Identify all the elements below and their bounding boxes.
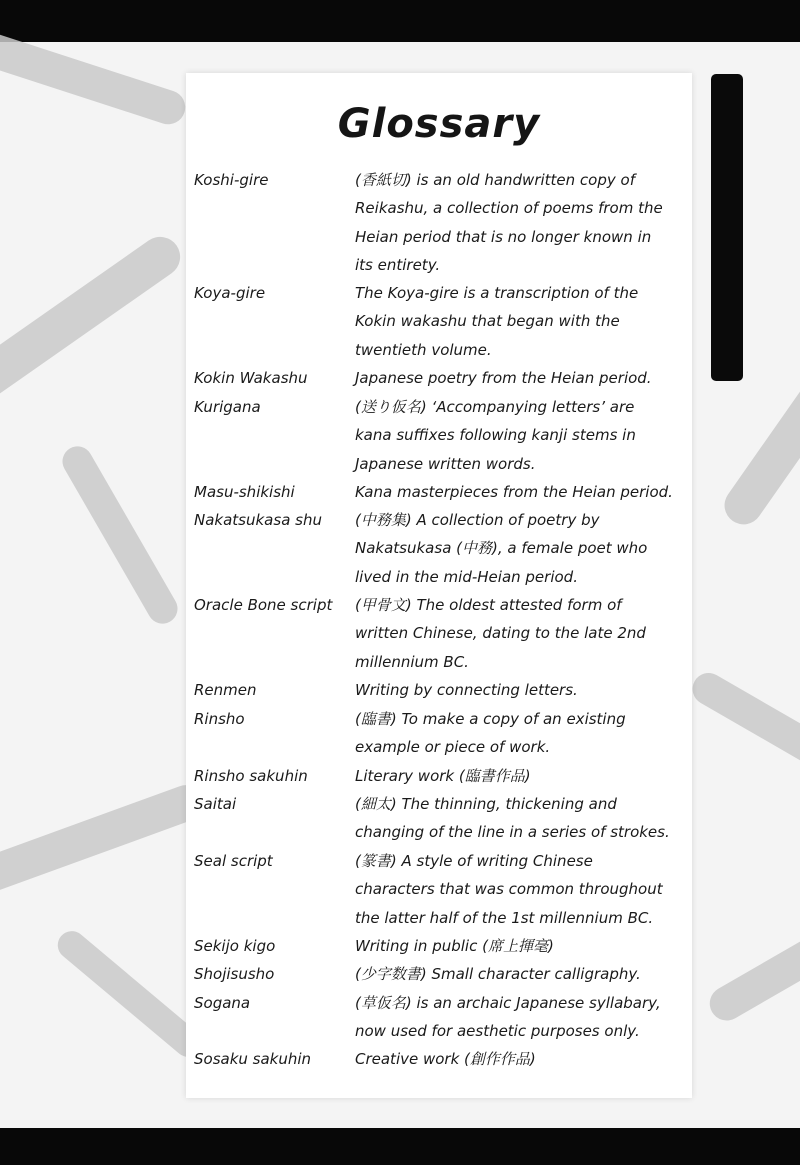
definition-line: Writing by connecting letters. [355, 681, 578, 699]
definition-line: characters that was common throughout [355, 880, 663, 899]
glossary-term: Sosaku sakuhin [194, 1050, 312, 1068]
glossary-definition [355, 790, 695, 847]
glossary-term: Koya-gire [194, 284, 266, 302]
glossary-definition [355, 705, 695, 762]
glossary-term: Shojisusho [194, 965, 275, 983]
top-black-bar [0, 0, 800, 42]
glossary-definition [355, 393, 695, 478]
glossary-definition [355, 478, 695, 506]
glossary-definition [355, 762, 695, 790]
definition-line: now used for aesthetic purposes only. [355, 1022, 640, 1041]
definition-line: Nakatsukasa (中務), a female poet who [355, 539, 648, 558]
side-tab [711, 74, 743, 381]
definition-line: lived in the mid-Heian period. [355, 567, 578, 586]
definition-line: Reikashu, a collection of poems from the [355, 199, 663, 218]
glossary-definition [355, 676, 695, 704]
brush-stroke [52, 925, 208, 1062]
brush-stroke [0, 229, 188, 411]
definition-line: (篆書) A style of writing Chinese [355, 852, 593, 870]
glossary-definition [355, 847, 695, 932]
definition-line: Kana masterpieces from the Heian period. [355, 483, 673, 501]
glossary-term: Kokin Wakashu [194, 369, 308, 387]
brush-stroke [0, 780, 209, 896]
definition-line: (香紙切) is an old handwritten copy of [355, 171, 635, 189]
glossary-term: Nakatsukasa shu [194, 511, 322, 529]
definition-line: (甲骨文) The oldest attested form of [355, 596, 622, 614]
definition-line: (草仮名) is an archaic Japanese syllabary, [355, 994, 661, 1012]
glossary-definition [355, 989, 695, 1046]
definition-line: Creative work (創作作品) [355, 1050, 536, 1068]
glossary-term: Rinsho sakuhin [194, 767, 308, 785]
definition-line: the latter half of the 1st millennium BC. [355, 908, 654, 927]
definition-line: The Koya-gire is a transcription of the [355, 284, 639, 302]
definition-line: Literary work (臨書作品) [355, 767, 531, 785]
definition-line: (送り仮名) ‘Accompanying letters’ are [355, 398, 635, 416]
definition-line: millennium BC. [355, 652, 469, 671]
bottom-black-bar [0, 1128, 800, 1165]
glossary-term: Sekijo kigo [194, 937, 276, 955]
glossary-definition [355, 960, 695, 988]
brush-stroke [57, 441, 183, 629]
glossary-term: Kurigana [194, 398, 261, 416]
definition-line: written Chinese, dating to the late 2nd [355, 624, 646, 643]
definition-line: (少字数書) Small character calligraphy. [355, 965, 641, 983]
glossary-term: Sogana [194, 994, 251, 1012]
glossary-definition [355, 279, 695, 364]
definition-line: (中務集) A collection of poetry by [355, 511, 600, 529]
definition-line: Kokin wakashu that began with the [355, 312, 620, 331]
definition-line: changing of the line in a series of strokes. [355, 823, 670, 842]
definition-line: example or piece of work. [355, 738, 551, 757]
brush-stroke [687, 667, 800, 805]
definition-line: Japanese written words. [355, 454, 536, 473]
glossary-definition [355, 506, 695, 591]
glossary-panel [186, 73, 692, 1098]
definition-line: (細太) The thinning, thickening and [355, 795, 617, 813]
definition-line: (臨書) To make a copy of an existing [355, 710, 626, 728]
glossary-term: Renmen [194, 681, 257, 699]
definition-line: Japanese poetry from the Heian period. [355, 369, 652, 387]
glossary-term: Masu-shikishi [194, 483, 295, 501]
glossary-term: Seal script [194, 852, 273, 870]
page-title: Glossary [337, 101, 541, 147]
glossary-definition [355, 591, 695, 676]
glossary-definition [355, 1045, 695, 1073]
glossary-term: Oracle Bone script [194, 596, 333, 614]
glossary-definition [355, 166, 695, 280]
glossary-term: Rinsho [194, 710, 245, 728]
definition-line: kana suffixes following kanji stems in [355, 426, 636, 445]
glossary-term: Koshi-gire [194, 171, 269, 189]
glossary-definition [355, 932, 695, 960]
brush-stroke [704, 907, 800, 1026]
definition-line: twentieth volume. [355, 340, 492, 359]
glossary-definition [355, 364, 695, 392]
definition-line: its entirety. [355, 256, 441, 275]
definition-line: Heian period that is no longer known in [355, 227, 652, 246]
glossary-term: Saitai [194, 795, 237, 813]
definition-line: Writing in public (席上揮毫) [355, 937, 554, 955]
